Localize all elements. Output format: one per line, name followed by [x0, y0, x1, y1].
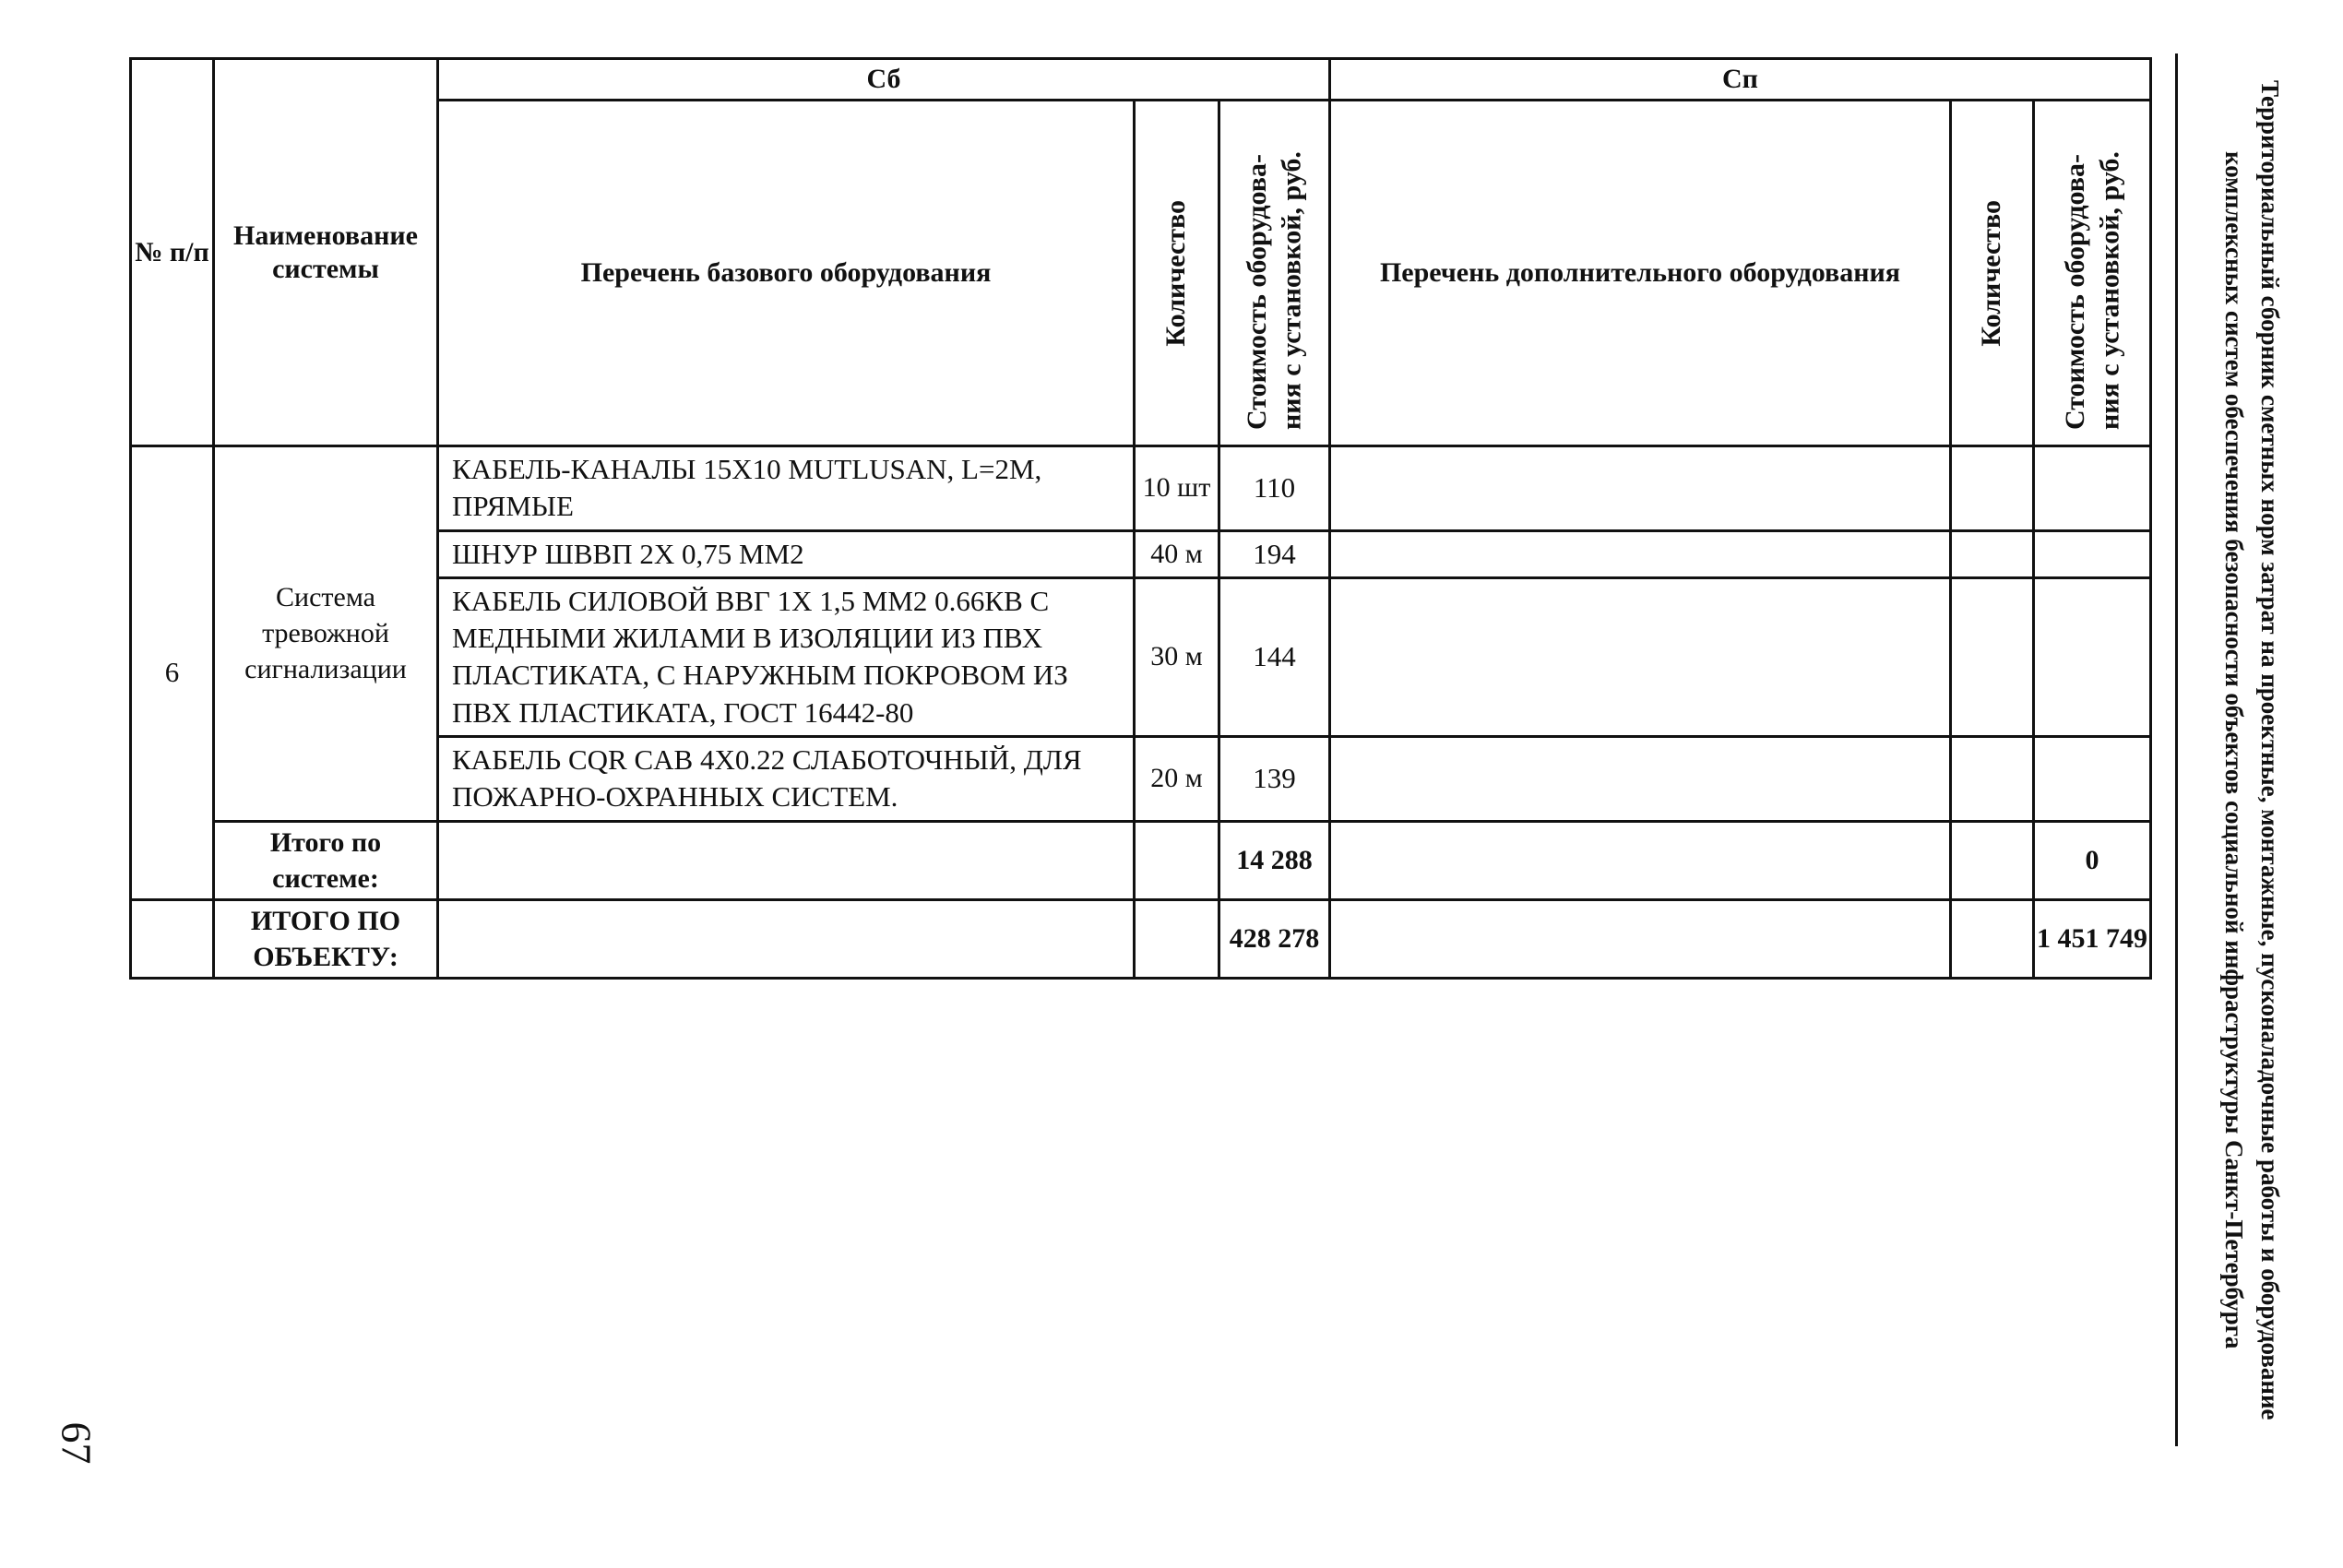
- header-cost2: [2034, 101, 2151, 446]
- system-total-sp: 0: [2034, 821, 2151, 899]
- empty-cell: [2034, 737, 2151, 822]
- header-cost-text: Стоимость оборудова-ния с установкой, руб.: [1242, 151, 1307, 430]
- empty-cell: [1951, 446, 2034, 531]
- empty-cell: [438, 821, 1135, 899]
- empty-cell: [1951, 737, 2034, 822]
- header-qty-text: Количество: [1160, 199, 1191, 347]
- empty-cell: [1951, 577, 2034, 736]
- item-qty: 20 м: [1135, 737, 1219, 822]
- item-qty: 30 м: [1135, 577, 1219, 736]
- header-add-list: Перечень дополнительного оборудования: [1330, 101, 1951, 446]
- object-total-sb: 428 278: [1219, 899, 1330, 978]
- header-base-list: Перечень базового оборудования: [438, 101, 1135, 446]
- header-qty2: [1951, 101, 2034, 446]
- system-total-sb: 14 288: [1219, 821, 1330, 899]
- system-name: Система тревожной сигнализации: [214, 446, 438, 822]
- row-number: 6: [131, 446, 214, 900]
- empty-cell: [1330, 446, 1951, 531]
- empty-cell: [1135, 821, 1219, 899]
- empty-cell: [1330, 737, 1951, 822]
- system-total-label: Итого по системе:: [214, 821, 438, 899]
- table-row: [131, 446, 2151, 531]
- header-qty2-text: Количество: [1975, 199, 2006, 347]
- system-total-row: [131, 821, 2151, 899]
- item-cost: 144: [1219, 577, 1330, 736]
- side-caption: Территориальный сборник сметных норм затрат на проектные, монтажные, пусконаладочные работы и оборудование комплексных систем обеспечения безопасности объектов социальной инфраструктуры Санкт-Петербурга: [2219, 79, 2284, 1420]
- empty-cell: [1135, 899, 1219, 978]
- item-qty: 40 м: [1135, 530, 1219, 577]
- empty-cell: [2034, 446, 2151, 531]
- item-name: КАБЕЛЬ CQR CAB 4X0.22 СЛАБОТОЧНЫЙ, ДЛЯ ПОЖАРНО-ОХРАННЫХ СИСТЕМ.: [438, 737, 1135, 822]
- empty-cell: [131, 899, 214, 978]
- empty-cell: [1330, 821, 1951, 899]
- item-cost: 110: [1219, 446, 1330, 531]
- object-total-row: [131, 899, 2151, 978]
- header-sp: Сп: [1330, 59, 2151, 101]
- object-total-label: ИТОГО ПО ОБЪЕКТУ:: [214, 899, 438, 978]
- empty-cell: [1330, 530, 1951, 577]
- item-name: КАБЕЛЬ-КАНАЛЫ 15Х10 MUTLUSAN, L=2M, ПРЯМЫЕ: [438, 446, 1135, 531]
- page-number: 67: [53, 1421, 101, 1465]
- item-cost: 139: [1219, 737, 1330, 822]
- equipment-table-wrapper: [129, 57, 2149, 972]
- side-divider-line: [2175, 53, 2178, 1446]
- empty-cell: [438, 899, 1135, 978]
- empty-cell: [1330, 899, 1951, 978]
- header-num: № п/п: [131, 59, 214, 446]
- item-name: ШНУР ШВВП 2Х 0,75 ММ2: [438, 530, 1135, 577]
- empty-cell: [2034, 577, 2151, 736]
- empty-cell: [1951, 899, 2034, 978]
- header-cost2-text: Стоимость оборудова-ния с установкой, руб.: [2059, 151, 2124, 430]
- item-name: КАБЕЛЬ СИЛОВОЙ ВВГ 1Х 1,5 ММ2 0.66КВ С МЕДНЫМИ ЖИЛАМИ В ИЗОЛЯЦИИ ИЗ ПВХ ПЛАСТИКАТА, С НАРУЖНЫМ ПОКРОВОМ ИЗ ПВХ ПЛАСТИКАТА, ГОСТ 16442-80: [438, 577, 1135, 736]
- header-cost: [1219, 101, 1330, 446]
- header-system: Наименование системы: [214, 59, 438, 446]
- header-sb: Сб: [438, 59, 1330, 101]
- equipment-table: [129, 57, 2152, 980]
- object-total-sp: 1 451 749: [2034, 899, 2151, 978]
- empty-cell: [1330, 577, 1951, 736]
- empty-cell: [2034, 530, 2151, 577]
- empty-cell: [1951, 821, 2034, 899]
- item-cost: 194: [1219, 530, 1330, 577]
- item-qty: 10 шт: [1135, 446, 1219, 531]
- header-qty: [1135, 101, 1219, 446]
- empty-cell: [1951, 530, 2034, 577]
